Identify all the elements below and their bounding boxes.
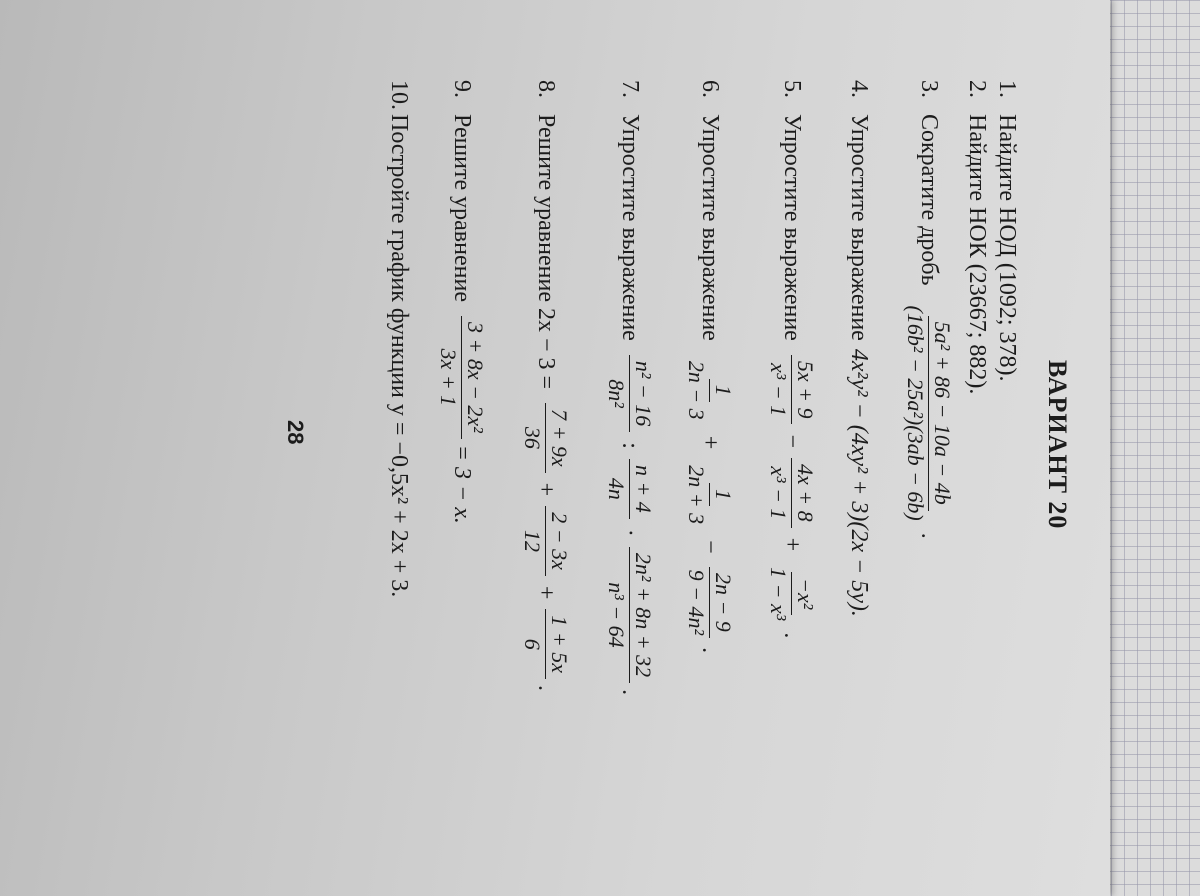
fraction [519,609,572,679]
fraction [603,355,656,432]
fraction [765,355,818,425]
denominator: n³ − 64 [604,582,629,648]
task-1 [993,80,1020,390]
task-text: Решите уравнение [449,114,475,302]
task-text: Упростите выражение [617,114,643,341]
page-number: 28 [283,420,308,445]
denominator: 3x + 1 [436,348,461,407]
denominator: 1 − x³ [766,567,791,621]
task-tail: . [533,685,559,692]
numerator: −x² [791,572,818,615]
fraction [435,316,488,439]
numerator: n + 4 [629,459,656,519]
numerator: 5x + 9 [791,355,818,425]
task-tail: . [779,632,805,639]
numerator: n² − 16 [629,355,656,432]
task-6 [683,80,736,653]
numerator: 7 + 9x [545,403,572,473]
denominator: x³ − 1 [766,466,791,520]
task-4 [845,80,872,617]
denominator: (16b² − 25a²)(3ab − 6b) [903,305,928,521]
fraction [683,459,736,530]
grid-paper-sheet [1098,0,1200,896]
fraction [765,458,818,528]
numerator: 3 + 8x − 2x² [461,316,488,439]
task-number: 3. [916,80,942,98]
fraction [603,459,656,519]
task-expression: 4x²y² − (4xy² + 3)(2x − 5y). [846,348,872,617]
operator: − [697,540,723,554]
task-number: 2. [964,80,990,98]
task-number: 10. [386,80,412,110]
fraction [683,355,736,426]
fraction [765,561,818,626]
task-5 [765,80,818,638]
operator: : [617,442,643,449]
task-text: Решите уравнение 2x − 3 = [533,114,559,390]
task-number: 9. [449,80,475,98]
task-text: Сократите дробь [916,114,942,286]
denominator: 9 − 4n² [684,569,709,636]
numerator: 5a² + 86 − 10a − 4b [928,316,955,511]
operator: + [779,537,805,552]
task-tail: = 3 − x. [449,444,475,524]
task-text: Упростите выражение [697,114,723,341]
task-text: Упростите выражение [846,114,872,341]
fraction [519,403,572,473]
task-text: Постройте график функции y = −0,5x² + 2x + 3. [386,114,412,598]
denominator: 36 [520,426,545,449]
operator: + [697,435,723,450]
task-tail: . [697,647,723,654]
task-number: 8. [533,80,559,98]
numerator: 1 [709,483,736,506]
fraction [603,547,656,683]
fraction [683,564,736,641]
task-7 [603,80,656,695]
page-title: ВАРИАНТ 20 [1043,360,1072,530]
operator: · [617,528,643,537]
numerator: 2 − 3x [545,506,572,576]
denominator: 6 [520,638,545,650]
denominator: 2n − 3 [684,360,709,420]
task-number: 4. [846,80,872,98]
task-number: 5. [779,80,805,98]
operator: − [779,434,805,448]
task-text: Найдите НОД (1092; 378). [994,114,1020,382]
rotated-page [260,40,1080,840]
task-2 [963,80,990,402]
task-tail: . [617,689,643,696]
task-10 [385,80,412,605]
task-8 [519,80,572,691]
task-text: Найдите НОК (23667; 882). [964,114,990,395]
task-3 [902,80,955,539]
fraction [519,506,572,576]
numerator: 4x + 8 [791,458,818,528]
numerator: 1 + 5x [545,609,572,679]
operator: + [533,482,559,497]
task-number: 6. [697,80,723,98]
task-9 [435,80,488,524]
numerator: 2n² + 8n + 32 [629,547,656,683]
task-number: 7. [617,80,643,98]
fraction [902,300,955,527]
numerator: 1 [709,379,736,402]
denominator: 2n + 3 [684,465,709,525]
task-number: 1. [994,80,1020,98]
denominator: 12 [520,530,545,553]
denominator: 8n² [604,379,629,408]
denominator: x³ − 1 [766,363,791,417]
numerator: 2n − 9 [709,567,736,638]
denominator: 4n [604,477,629,500]
task-text: Упростите выражение [779,114,805,341]
task-tail: . [916,532,942,539]
operator: + [533,585,559,600]
